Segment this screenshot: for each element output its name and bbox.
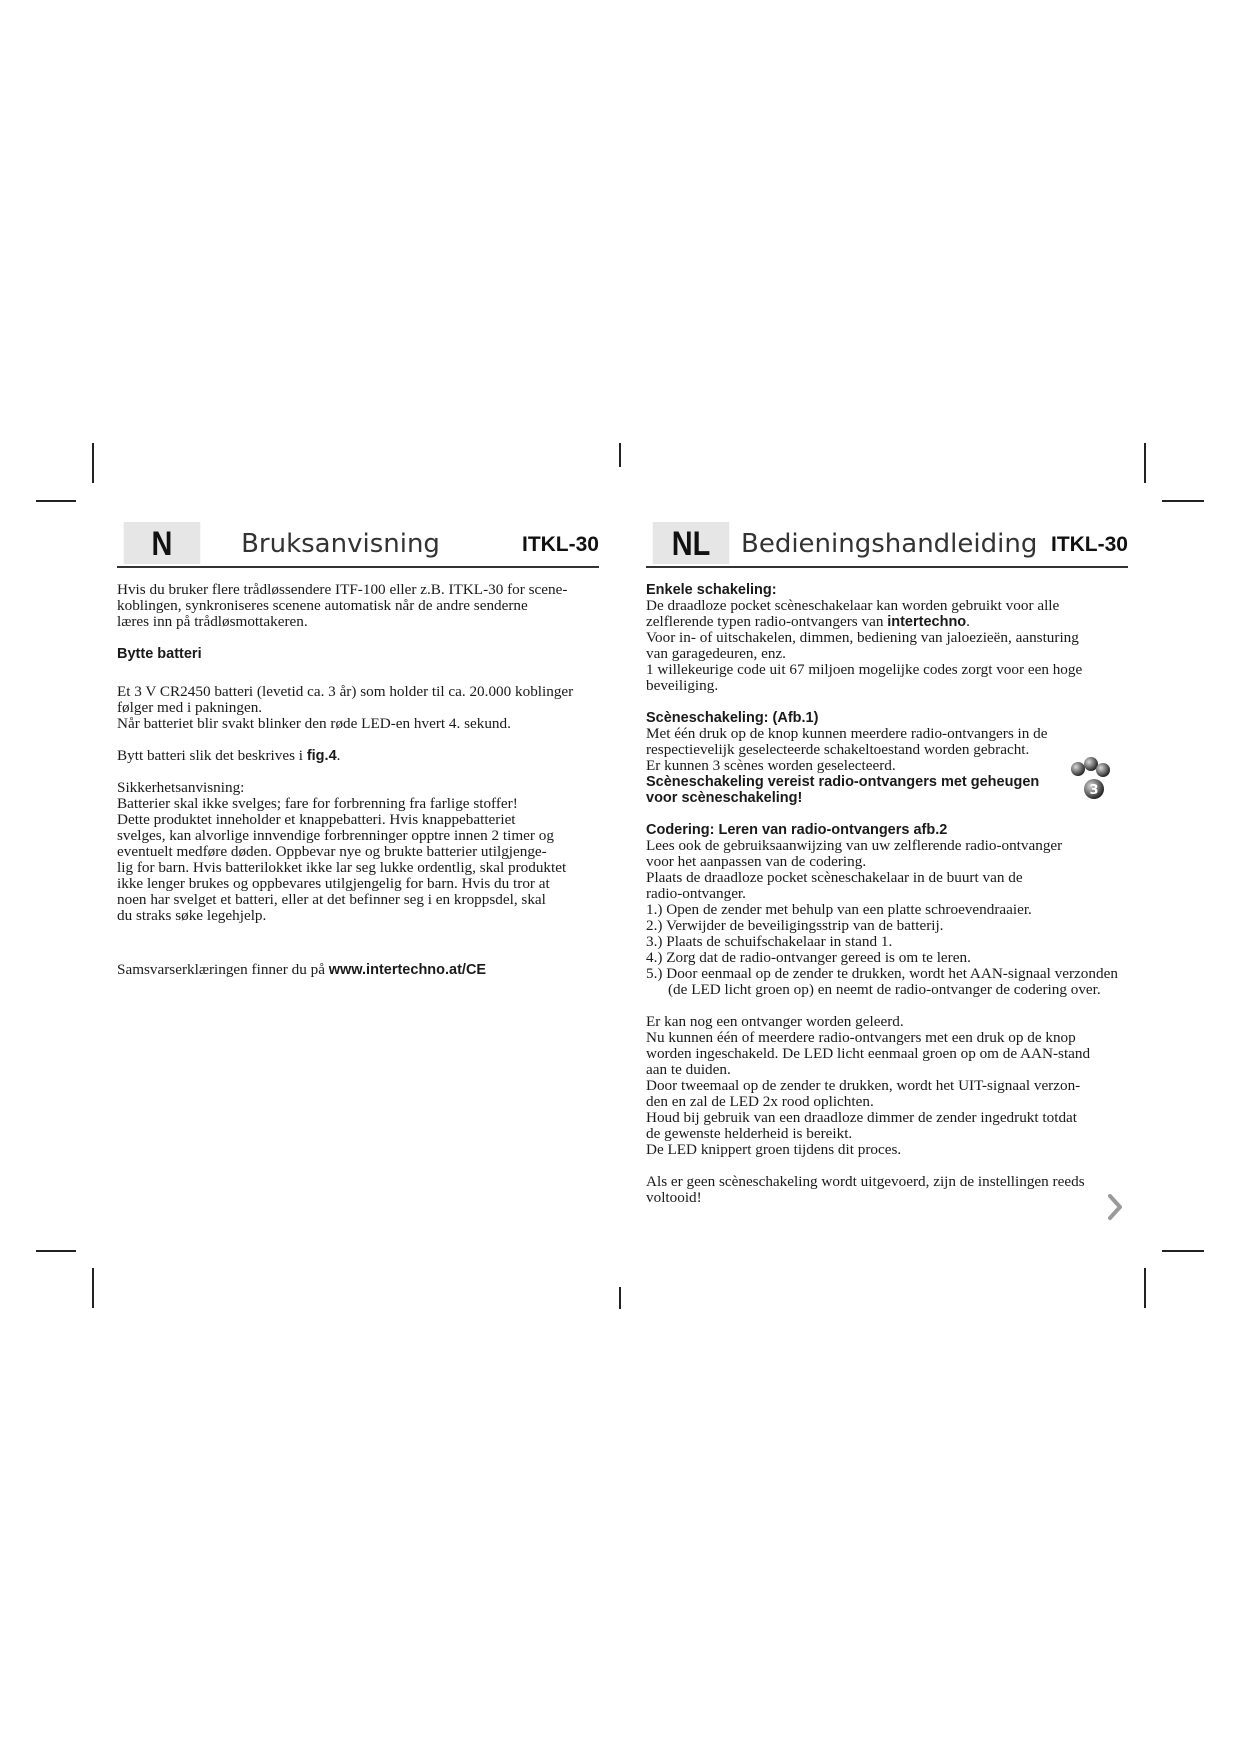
scene-note-line: Scèneschakeling vereist radio-ontvangers met geheugen xyxy=(646,774,1040,790)
step-item: 4.) Zorg dat de radio-ontvanger gereed is om te leren. xyxy=(646,949,971,966)
conformity-text: Samsvarserklæringen finner du på xyxy=(117,961,325,978)
conformity-link[interactable]: www.intertechno.at/CE xyxy=(328,962,487,978)
language-code: N xyxy=(124,522,201,564)
crop-mark-top-center-v xyxy=(619,443,621,467)
scene-text-line: respectievelijk geselecteerde schakeltoestand worden gebracht. xyxy=(646,741,1030,758)
coding-text-line: radio-ontvanger. xyxy=(646,885,746,902)
page-title: Bedieningshandleiding xyxy=(741,529,1038,559)
crop-mark-top-right-v xyxy=(1144,443,1146,483)
after-text-line: Door tweemaal op de zender te drukken, wordt het UIT-signaal verzon- xyxy=(646,1077,1081,1094)
safety-text-line: eventuelt medføre døden. Oppbevar nye og brukte batterier utilgjenge- xyxy=(117,843,547,860)
single-text-line: van garagedeuren, enz. xyxy=(646,645,786,662)
step-item: 5.) Door eenmaal op de zender te drukken, wordt het AAN-signaal verzonden (de LED licht groen op) en neemt de radio-ontvanger de codering over. xyxy=(646,965,1118,998)
single-text-line: De draadloze pocket scèneschakelaar kan worden gebruikt voor alle xyxy=(646,597,1060,614)
scene-text-line: Er kunnen 3 scènes worden geselecteerd. xyxy=(646,757,896,774)
coding-text-line: voor het aanpassen van de codering. xyxy=(646,853,867,870)
single-text-line: 1 willekeurige code uit 67 miljoen mogelijke codes zorgt voor een hoge xyxy=(646,661,1083,678)
step-item: 3.) Plaats de schuifschakelaar in stand 1. xyxy=(646,933,893,950)
norwegian-column xyxy=(117,522,599,978)
model-number: ITKL-30 xyxy=(1050,533,1128,556)
crop-mark-bottom-right-h xyxy=(1162,1250,1204,1252)
crop-mark-bottom-left-v xyxy=(92,1268,94,1308)
after-text-line: den en zal de LED 2x rood oplichten. xyxy=(646,1093,874,1110)
after-text-line: worden ingeschakeld. De LED licht eenmaal groen op om de AAN-stand xyxy=(646,1045,1091,1062)
model-number: ITKL-30 xyxy=(521,533,599,556)
coding-heading: Codering: Leren van radio-ontvangers afb.2 xyxy=(646,822,948,838)
dutch-column xyxy=(646,522,1128,1206)
single-text-line: Voor in- of uitschakelen, dimmen, bediening van jaloezieën, aansturing xyxy=(646,629,1079,646)
safety-text-line: Batterier skal ikke svelges; fare for forbrenning fra farlige stoffer! xyxy=(117,795,518,812)
single-text-line: beveiliging. xyxy=(646,677,719,694)
crop-mark-bottom-left-h xyxy=(36,1250,76,1252)
single-brand-line: zelflerende typen radio-ontvangers van intertechno. xyxy=(646,613,970,630)
step-item: 1.) Open de zender met behulp van een platte schroevendraaier. xyxy=(646,901,1032,918)
after-text-line: Houd bij gebruik van een draadloze dimmer de zender ingedrukt totdat xyxy=(646,1109,1078,1126)
coding-text-line: Plaats de draadloze pocket scèneschakelaar in de buurt van de xyxy=(646,869,1023,886)
page-title: Bruksanvisning xyxy=(241,529,440,559)
after-text-line: aan te duiden. xyxy=(646,1061,731,1078)
intro-line: koblingen, synkroniseres scenene automatisk når de andre senderne xyxy=(117,597,528,614)
scene-heading: Scèneschakeling: (Afb.1) xyxy=(646,710,819,726)
safety-text-line: lig for barn. Hvis batterilokket ikke lar seg lukke ordentlig, skal produktet xyxy=(117,859,567,876)
final-text-line: voltooid! xyxy=(646,1189,702,1206)
scene-note-line: voor scèneschakeling! xyxy=(646,790,803,806)
battery-text-line: følger med i pakningen. xyxy=(117,699,263,716)
safety-heading: Sikkerhetsanvisning: xyxy=(117,779,245,796)
battery-text-line: Når batteriet blir svakt blinker den røde LED-en hvert 4. sekund. xyxy=(117,715,511,732)
safety-text-line: Dette produktet inneholder et knappebatteri. Hvis knappebatteriet xyxy=(117,811,516,828)
figure-reference: fig.4 xyxy=(306,748,337,764)
chevron-right-icon[interactable] xyxy=(1106,1193,1124,1221)
intro-line: Hvis du bruker flere trådløssendere ITF-100 eller z.B. ITKL-30 for scene- xyxy=(117,581,568,598)
crop-mark-bottom-center-v xyxy=(619,1287,621,1309)
single-text-line: zelflerende typen radio-ontvangers van xyxy=(646,613,884,630)
single-switch-heading: Enkele schakeling: xyxy=(646,582,777,598)
step-item: 2.) Verwijder de beveiligingsstrip van de batterij. xyxy=(646,917,944,934)
intro-line: læres inn på trådløsmottakeren. xyxy=(117,613,308,630)
language-code: NL xyxy=(653,522,730,564)
scene-block xyxy=(646,726,1128,806)
after-text-line: De LED knippert groen tijdens dit proces. xyxy=(646,1141,902,1158)
scene-text-line: Met één druk op de knop kunnen meerdere radio-ontvangers in de xyxy=(646,725,1048,742)
safety-text-line: du straks søke legehjelp. xyxy=(117,907,267,924)
replace-battery-line: Bytt batteri slik det beskrives i fig.4. xyxy=(117,747,341,764)
page-header xyxy=(646,522,1128,568)
scene-icon-label: 3 xyxy=(1089,783,1099,798)
coding-text-line: Lees ook de gebruiksaanwijzing van uw zelflerende radio-ontvanger xyxy=(646,837,1063,854)
brand-name: intertechno xyxy=(887,614,967,630)
after-text-line: Nu kunnen één of meerdere radio-ontvangers met een druk op de knop xyxy=(646,1029,1076,1046)
battery-text-line: Et 3 V CR2450 batteri (levetid ca. 3 år) som holder til ca. 20.000 koblinger xyxy=(117,683,574,700)
safety-text-line: ikke lenger brukes og oppbevares utilgjengelig for barn. Hvis du tror at xyxy=(117,875,550,892)
safety-text-line: svelges, kan alvorlige innvendige forbrenninger opptre innen 2 timer og xyxy=(117,827,554,844)
final-text-line: Als er geen scèneschakeling wordt uitgevoerd, zijn de instellingen reeds xyxy=(646,1173,1085,1190)
crop-mark-bottom-right-v xyxy=(1144,1268,1146,1308)
norwegian-body xyxy=(117,568,599,978)
safety-text-line: noen har svelget et batteri, eller at det befinner seg i en kroppsdel, skal xyxy=(117,891,546,908)
crop-mark-top-left-v xyxy=(92,443,94,483)
page-header xyxy=(117,522,599,568)
scene-balls-icon xyxy=(1066,756,1116,806)
dutch-body xyxy=(646,568,1128,1206)
replace-battery-text: Bytt batteri slik det beskrives i xyxy=(117,747,304,764)
battery-heading: Bytte batteri xyxy=(117,646,202,662)
conformity-line xyxy=(117,962,599,978)
crop-mark-top-right-h xyxy=(1162,500,1204,502)
after-text-line: de gewenste helderheid is bereikt. xyxy=(646,1125,853,1142)
after-text-line: Er kan nog een ontvanger worden geleerd. xyxy=(646,1013,904,1030)
crop-mark-top-left-h xyxy=(36,500,76,502)
